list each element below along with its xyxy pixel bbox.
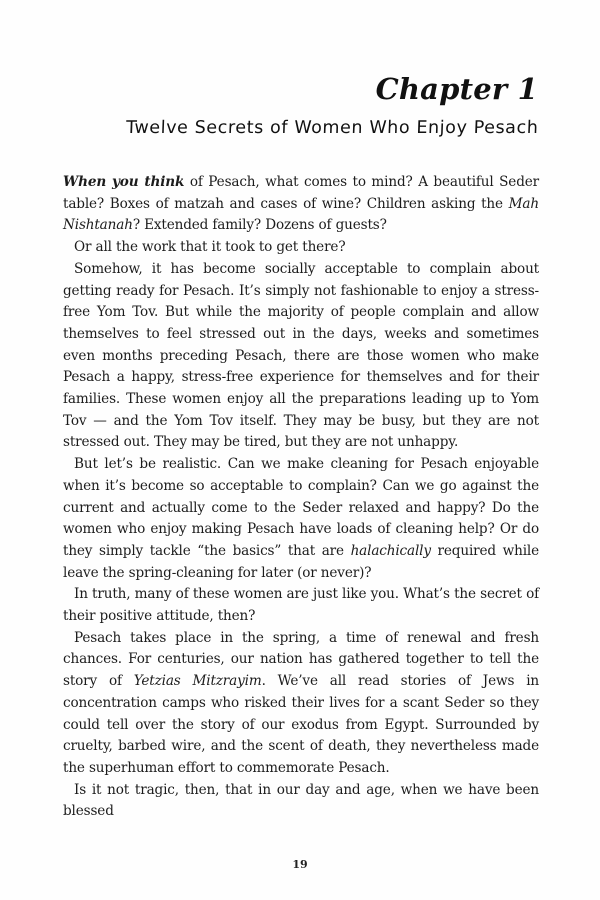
paragraph-7: Is it not tragic, then, that in our day and age, when we have been blessed — [63, 781, 539, 820]
chapter-body — [63, 172, 539, 823]
italic-term: Mah Nishtanah — [63, 195, 539, 234]
lead-in-phrase: When you think — [63, 174, 185, 190]
italic-term: halachically — [350, 542, 431, 559]
chapter-title: Chapter 1 — [375, 72, 538, 106]
page-number: 19 — [292, 858, 308, 871]
paragraph-text: ? Extended family? Dozens of guests? — [132, 217, 387, 234]
paragraph-text: Pesach takes place in the spring, a time of renewal and fresh chances. For centuries, our nation has gathered together to tell the story of — [63, 629, 539, 690]
chapter-subtitle: Twelve Secrets of Women Who Enjoy Pesach — [125, 118, 539, 138]
paragraph-text: of Pesach, what comes to mind? A beautiful Seder table? Boxes of matzah and cases of wine? Children asking the — [63, 174, 540, 212]
paragraph-2: Or all the work that it took to get there? — [74, 239, 346, 256]
paragraph-5: In truth, many of these women are just like you. What’s the secret of their positive attitude, then? — [63, 586, 539, 625]
paragraph-text: But let’s be realistic. Can we make cleaning for Pesach enjoyable when it’s become so acceptable to complain? Can we go against the current and actually come to the Seder relaxed and happy? Do the women who enjoy making Pesach have loads of cleaning help? Or do they simply tackle “the basics” that are — [63, 456, 539, 559]
paragraph-3: Somehow, it has become socially acceptable to complain about getting ready for Pesach. It’s simply not fashionable to enjoy a stress-free Yom Tov. But while the majority of people complain and allow themselves to feel stressed out in the days, weeks and sometimes even months preceding Pesach, there are those women who make Pesach a happy, stress-free experience for themselves and for their families. These women enjoy all the preparations leading up to Yom Tov — and the Yom Tov itself. They may be busy, but they are not stressed out. They may be tired, but they are not unhappy. — [63, 260, 539, 451]
paragraph-text: required while leave the spring-cleaning for later (or never)? — [63, 542, 539, 581]
paragraph-1 — [63, 172, 539, 237]
paragraph-text: . We’ve all read stories of Jews in concentration camps who risked their lives for a scant Seder so they could tell over the story of our exodus from Egypt. Surrounded by cruelty, barbed wire, and the scent of death, they nevertheless made the superhuman effort to commemorate Pesach. — [63, 673, 539, 776]
paragraph-4 — [63, 454, 539, 584]
paragraph-6 — [63, 628, 539, 780]
italic-term: Yetzias Mitzrayim — [133, 673, 262, 690]
